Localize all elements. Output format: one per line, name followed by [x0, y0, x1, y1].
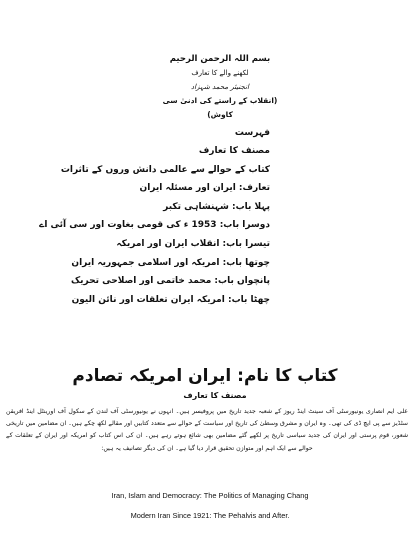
tagline: (انقلاب کے راستے کی ادنیٰ سی کاوش) — [162, 96, 278, 119]
contents-item: دوسرا باب: 1953 ء کی قومی بغاوت اور سی آئی اے — [39, 220, 270, 231]
author-name: انجنیئر محمد شہزاد — [191, 83, 249, 91]
table-of-contents — [40, 125, 270, 309]
contents-item: تیسرا باب: انقلاب ایران اور امریکہ — [116, 238, 270, 249]
english-book-title: Modern Iran Since 1921: The Pehalvis and After. — [130, 511, 290, 520]
book-title: کتاب کا نام: ایران امریکہ تصادم — [72, 366, 338, 386]
author-intro-heading: مصنف کا تعارف — [183, 391, 247, 400]
contents-item: چھٹا باب: امریکہ ایران تعلقات اور نائن الیون — [71, 294, 270, 305]
author-bio-paragraph: علی ایم انصاری یونیورسٹی آف سینٹ اینڈ ریوز کے شعبہ جدید تاریخ میں پروفیسر ہیں۔ انہوں نے یونیورسٹی آف لندن کے سکول آف اورینٹل اینڈ افریقن سٹڈیز سے پی ایچ ڈی کی تھی۔ وہ ایران و مشرق وسطیٰ کی تاریخ اور سیاست کے حوالے سے متعدد کتابیں اور مقالے لکھ چکے ہیں۔ ان مضامین میں تاریخی شعور، قوم پرستی اور ایران کی جدید سیاسی تاریخ پر لکھے گئے مضامین بھی شائع ہوتے رہے ہیں۔ ان کی اس کتاب کو امریکہ اور ایران کے تعلقات کے حوالے سے ایک اہم اور متوازن تحقیق قرار دیا گیا ہے۔ ان کی دیگر تصانیف یہ ہیں: — [6, 408, 408, 452]
bismillah-line: بسم اللہ الرحمن الرحیم — [169, 54, 271, 64]
contents-item: پہلا باب: شہنشاہی تکبر — [163, 201, 270, 212]
contents-item: تعارف: ایران اور مسئلہ ایران — [139, 183, 270, 194]
contents-title: فہرست — [234, 128, 270, 138]
contents-item: چوتھا باب: امریکہ اور اسلامی جمہوریہ ایران — [71, 257, 270, 268]
document-header — [150, 52, 290, 122]
writer-intro-line: لکھنے والے کا تعارف — [191, 69, 249, 77]
english-book-title: Iran, Islam and Democracy: The Politics of Managing Chang — [111, 491, 309, 500]
contents-item: کتاب کے حوالے سے عالمی دانش وروں کے تاثرات — [60, 164, 270, 175]
contents-item: پانچواں باب: محمد خاتمی اور اصلاحی تحریک — [70, 276, 270, 287]
contents-item: مصنف کا تعارف — [198, 146, 270, 156]
